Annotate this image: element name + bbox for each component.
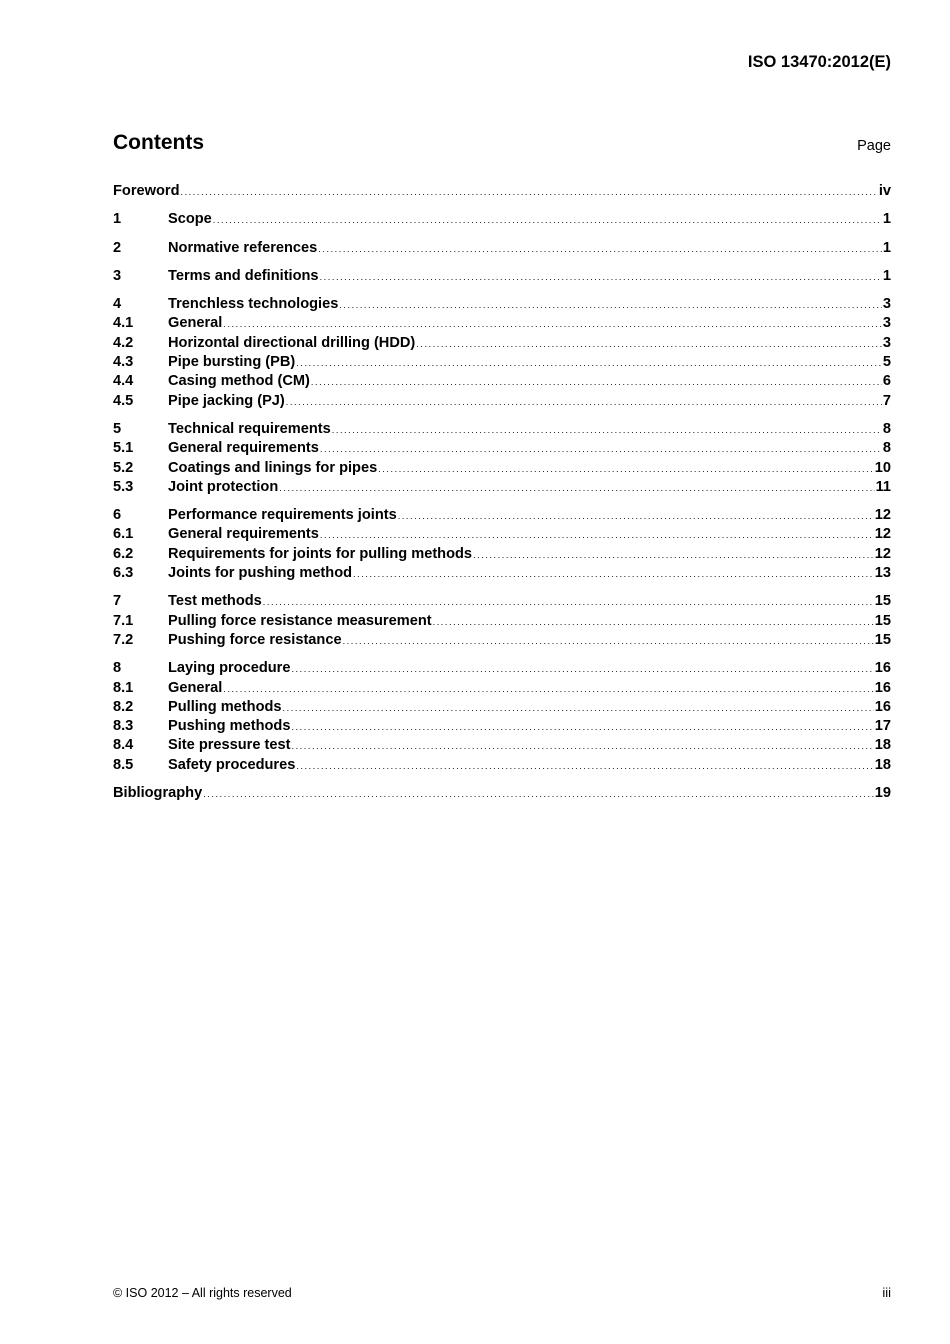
toc-dot-leader	[203, 785, 874, 804]
toc-entry-title: Site pressure test	[168, 737, 291, 754]
toc-entry-number: 8.2	[113, 698, 134, 715]
toc-entry-number: 5.3	[113, 478, 134, 495]
table-of-contents	[113, 182, 891, 803]
toc-dot-leader	[339, 296, 882, 315]
toc-entry-number: 4	[113, 296, 122, 313]
toc-dot-leader	[296, 757, 873, 776]
toc-entry-number: 6	[113, 507, 122, 524]
toc-entry-number: 4.2	[113, 334, 134, 351]
toc-dot-leader	[311, 373, 882, 392]
toc-entry-number: 6.2	[113, 545, 134, 562]
toc-entry[interactable]	[113, 756, 891, 775]
toc-dot-leader	[343, 632, 874, 651]
toc-entry[interactable]	[113, 353, 891, 372]
toc-dot-leader	[320, 440, 882, 459]
toc-entry-title: Requirements for joints for pulling methods	[168, 545, 473, 562]
toc-entry-page: 18	[874, 756, 891, 773]
toc-entry-number: 4.1	[113, 315, 134, 332]
toc-entry[interactable]	[113, 545, 891, 564]
toc-entry-number: 5.1	[113, 440, 134, 457]
toc-entry-number: 3	[113, 267, 122, 284]
toc-entry-page: 10	[874, 459, 891, 476]
toc-entry-page: 12	[874, 507, 891, 524]
toc-dot-leader	[213, 211, 882, 230]
toc-entry-title: Technical requirements	[168, 420, 331, 437]
toc-entry-page: 18	[874, 737, 891, 754]
toc-entry-title: General requirements	[168, 440, 319, 457]
toc-entry[interactable]	[113, 525, 891, 544]
toc-entry-title: General requirements	[168, 526, 319, 543]
toc-entry-title: Normative references	[168, 239, 318, 256]
toc-entry-page: 3	[882, 334, 891, 351]
toc-entry-title: Trenchless technologies	[168, 296, 339, 313]
toc-entry-title: Foreword	[113, 183, 180, 199]
toc-entry[interactable]	[113, 334, 891, 353]
toc-entry-title: Pulling methods	[168, 698, 282, 715]
toc-entry-number: 8.5	[113, 756, 134, 773]
toc-dot-leader	[291, 737, 873, 756]
page-column-label: Page	[857, 138, 891, 154]
toc-entry-number: 1	[113, 211, 122, 228]
toc-entry-page: 15	[874, 612, 891, 629]
toc-entry-page: 15	[874, 593, 891, 610]
toc-entry-number: 5	[113, 420, 122, 437]
toc-entry-page: 1	[882, 267, 891, 284]
toc-dot-leader	[283, 699, 874, 718]
toc-dot-leader	[473, 546, 874, 565]
toc-entry-page: 17	[874, 718, 891, 735]
toc-dot-leader	[291, 660, 873, 679]
toc-entry-number: 4.5	[113, 392, 134, 409]
toc-entry-page: 13	[874, 565, 891, 582]
toc-entry-page: 5	[882, 354, 891, 371]
footer-copyright: © ISO 2012 – All rights reserved	[113, 1286, 292, 1300]
toc-entry-number: 7.1	[113, 612, 134, 629]
toc-entry-page: 6	[882, 373, 891, 390]
toc-entry[interactable]	[113, 239, 891, 258]
toc-entry[interactable]	[113, 478, 891, 497]
toc-entry-page: 12	[874, 545, 891, 562]
toc-entry-number: 8.3	[113, 718, 134, 735]
toc-entry-page: 15	[874, 631, 891, 648]
toc-entry-number: 6.3	[113, 565, 134, 582]
toc-dot-leader	[296, 354, 882, 373]
toc-entry[interactable]	[113, 679, 891, 698]
toc-entry-title: Performance requirements joints	[168, 507, 397, 524]
toc-entry[interactable]	[113, 210, 891, 229]
toc-dot-leader	[223, 315, 882, 334]
document-code: ISO 13470:2012(E)	[747, 53, 891, 71]
toc-dot-leader	[416, 335, 882, 354]
toc-entry-title: Pipe bursting (PB)	[168, 354, 296, 371]
toc-entry[interactable]	[113, 420, 891, 439]
toc-entry-title: Joints for pushing method	[168, 565, 353, 582]
toc-entry-page: 16	[874, 698, 891, 715]
toc-dot-leader	[398, 507, 874, 526]
toc-entry-number: 2	[113, 239, 122, 256]
toc-entry-page: 11	[875, 478, 891, 495]
toc-entry-title: Bibliography	[113, 785, 203, 802]
toc-entry[interactable]	[113, 314, 891, 333]
toc-entry[interactable]	[113, 459, 891, 478]
toc-dot-leader	[180, 183, 877, 202]
toc-entry-title: Pipe jacking (PJ)	[168, 392, 285, 409]
toc-entry[interactable]	[113, 631, 891, 650]
toc-entry-title: Laying procedure	[168, 660, 291, 677]
footer-page-number: iii	[882, 1285, 891, 1300]
toc-entry-title: Casing method (CM)	[168, 373, 310, 390]
toc-entry[interactable]	[113, 784, 891, 803]
toc-dot-leader	[279, 479, 874, 498]
toc-dot-leader	[291, 718, 873, 737]
toc-entry-title: Scope	[168, 211, 212, 228]
toc-entry-number: 8.4	[113, 737, 134, 754]
toc-dot-leader	[332, 421, 882, 440]
toc-dot-leader	[378, 460, 874, 479]
toc-dot-leader	[320, 268, 882, 287]
toc-entry[interactable]	[113, 267, 891, 286]
toc-entry[interactable]	[113, 659, 891, 678]
toc-entry-title: Pushing force resistance	[168, 631, 342, 648]
toc-entry-title: Horizontal directional drilling (HDD)	[168, 334, 416, 351]
toc-entry-number: 8.1	[113, 679, 134, 696]
toc-entry[interactable]	[113, 392, 891, 411]
toc-entry[interactable]	[113, 564, 891, 583]
toc-dot-leader	[320, 526, 874, 545]
toc-entry-page: 12	[874, 526, 891, 543]
toc-entry-title: General	[168, 679, 223, 696]
toc-entry-number: 6.1	[113, 526, 134, 543]
toc-entry-number: 7.2	[113, 631, 134, 648]
toc-entry-page: 8	[882, 440, 891, 457]
toc-entry-number: 7	[113, 593, 122, 610]
toc-entry-title: Coatings and linings for pipes	[168, 459, 378, 476]
toc-entry[interactable]	[113, 592, 891, 611]
toc-entry[interactable]	[113, 182, 891, 201]
toc-dot-leader	[433, 613, 874, 632]
toc-dot-leader	[353, 565, 874, 584]
toc-entry[interactable]	[113, 717, 891, 736]
toc-entry-title: Safety procedures	[168, 756, 296, 773]
toc-entry-number: 4.4	[113, 373, 134, 390]
toc-entry-title: Terms and definitions	[168, 267, 319, 284]
toc-entry-page: 16	[874, 679, 891, 696]
toc-entry[interactable]	[113, 439, 891, 458]
toc-entry-page: 3	[882, 296, 891, 313]
contents-heading: Contents	[113, 131, 204, 154]
toc-dot-leader	[318, 240, 882, 259]
toc-entry[interactable]	[113, 612, 891, 631]
toc-entry-title: Test methods	[168, 593, 262, 610]
toc-dot-leader	[263, 593, 874, 612]
toc-entry-page: 3	[882, 315, 891, 332]
toc-entry[interactable]	[113, 736, 891, 755]
toc-entry[interactable]	[113, 295, 891, 314]
toc-entry-title: Pulling force resistance measurement	[168, 612, 432, 629]
toc-entry-page: 16	[874, 660, 891, 677]
toc-entry-page: 8	[882, 420, 891, 437]
toc-entry-title: Joint protection	[168, 478, 279, 495]
toc-entry[interactable]	[113, 506, 891, 525]
toc-entry-page: 7	[882, 392, 891, 409]
toc-entry-page: 1	[882, 239, 891, 256]
toc-entry-number: 8	[113, 660, 122, 677]
toc-entry[interactable]	[113, 698, 891, 717]
toc-entry[interactable]	[113, 372, 891, 391]
toc-entry-number: 4.3	[113, 354, 134, 371]
toc-dot-leader	[223, 680, 873, 699]
toc-entry-page: iv	[878, 183, 891, 199]
toc-entry-page: 19	[874, 785, 891, 802]
toc-dot-leader	[286, 393, 882, 412]
toc-entry-title: Pushing methods	[168, 718, 291, 735]
toc-entry-title: General	[168, 315, 223, 332]
toc-entry-number: 5.2	[113, 459, 134, 476]
toc-entry-page: 1	[882, 211, 891, 228]
